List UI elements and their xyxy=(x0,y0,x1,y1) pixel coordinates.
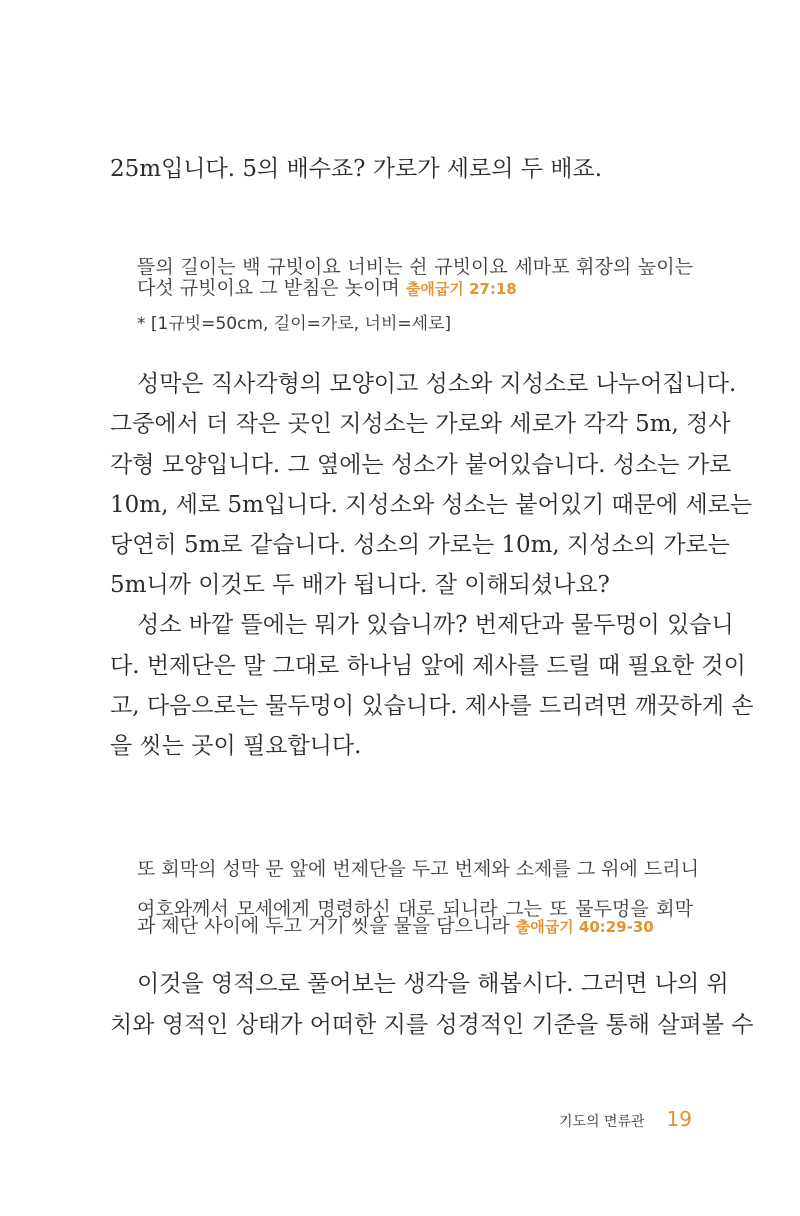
book-title: 기도의 면류관 xyxy=(558,1114,645,1130)
scripture-reference: 출애굽기 27:18 xyxy=(405,280,517,298)
page-footer xyxy=(559,1107,692,1131)
quote1-line1: 뜰의 길이는 백 규빗이요 너비는 쉰 규빗이요 세마포 휘장의 높이는 xyxy=(137,256,693,278)
measurement-note: * [1규빗=50cm, 길이=가로, 너비=세로] xyxy=(137,314,452,334)
quote1-line2: 다섯 규빗이요 그 받침은 놋이며 출애굽기 27:18 xyxy=(137,277,517,299)
quote2-line1: 또 회막의 성막 문 앞에 번제단을 두고 번제와 소제를 그 위에 드리니 xyxy=(137,858,699,880)
page-number: 19 xyxy=(666,1107,692,1131)
quote2-line2: 여호와께서 모세에게 명령하신 대로 되니라 그는 또 물두멍을 회막 xyxy=(137,898,693,920)
quote2-line3: 과 제단 사이에 두고 거기 씻을 물을 담으니라 출애굽기 40:29-30 xyxy=(137,915,654,937)
body-line-intro: 25m입니다. 5의 배수죠? 가로가 세로의 두 배죠. xyxy=(110,156,603,182)
scripture-reference: 출애굽기 40:29-30 xyxy=(515,918,654,936)
